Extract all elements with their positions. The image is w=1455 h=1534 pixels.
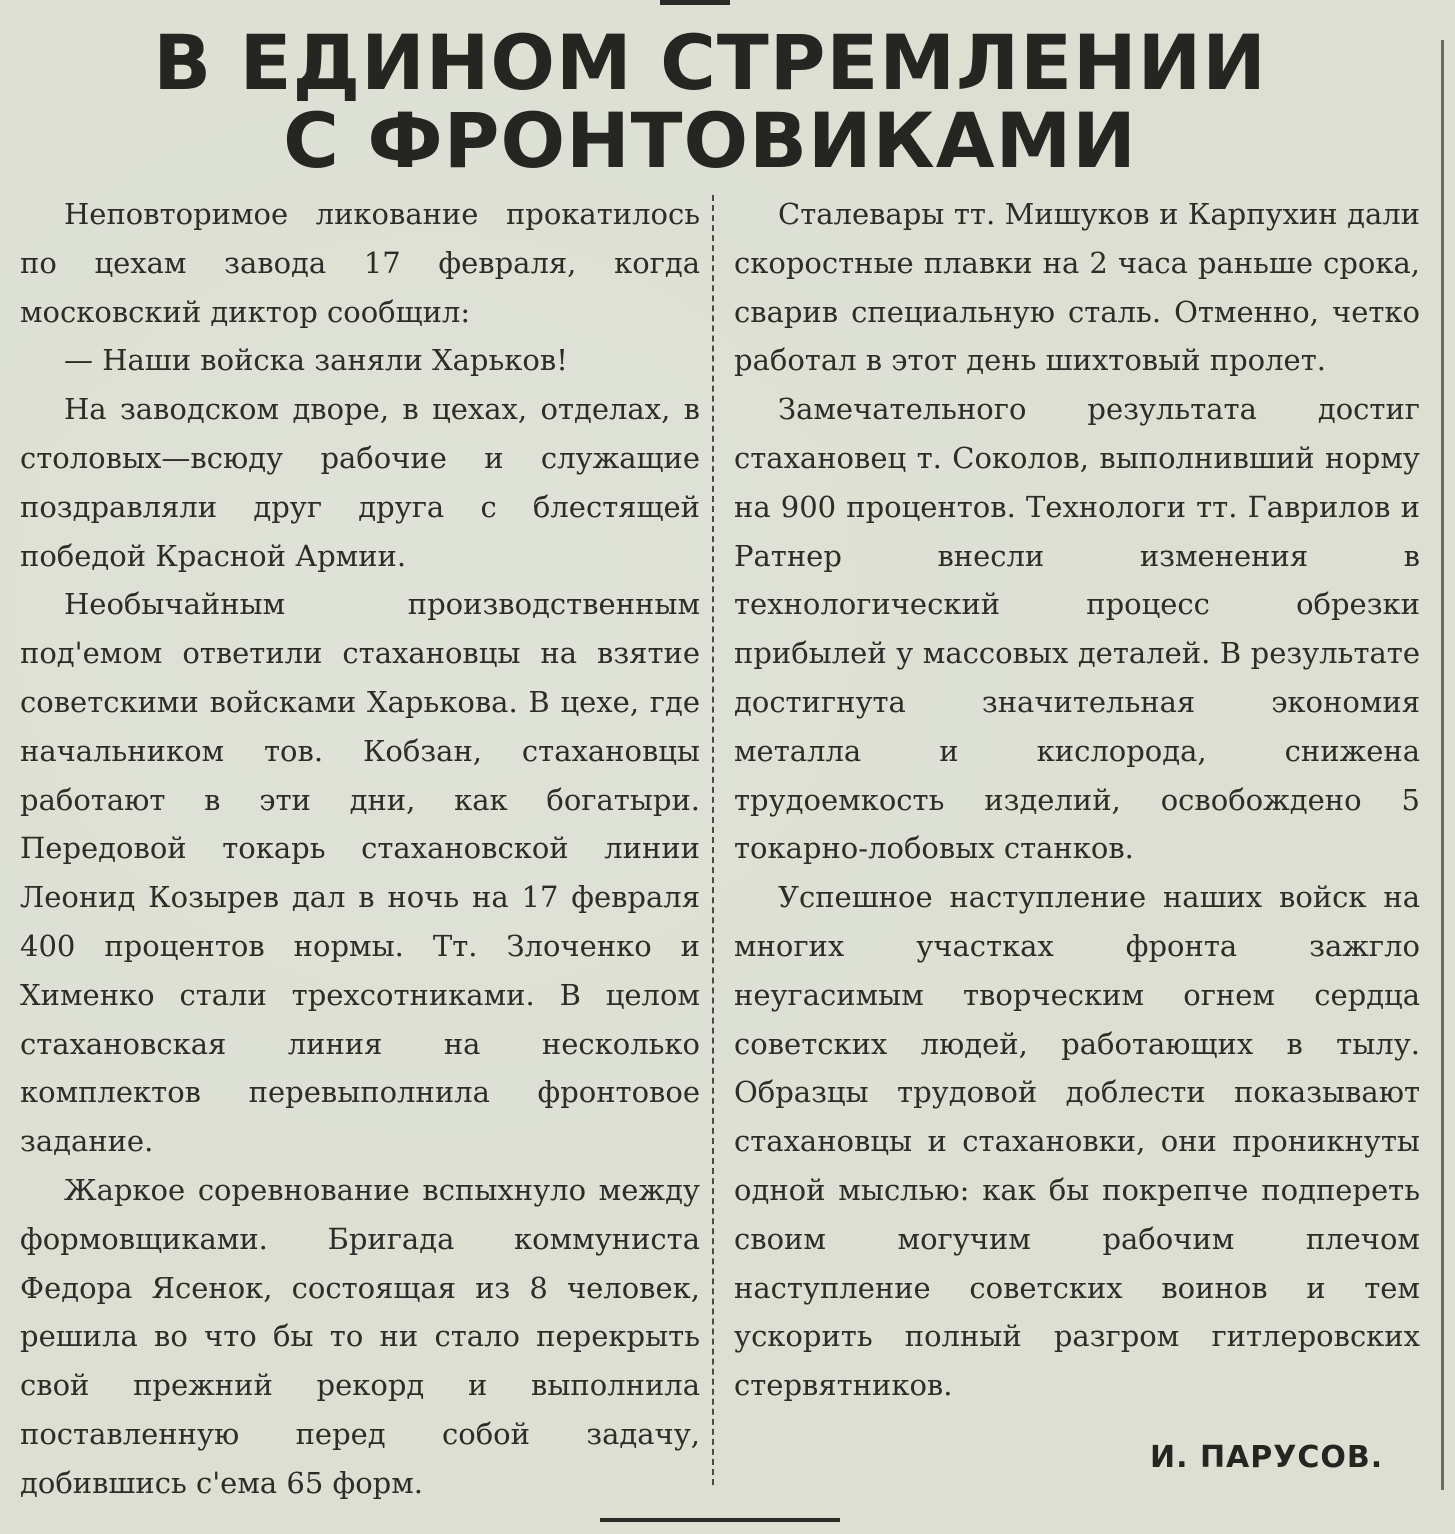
paragraph: На заводском дворе, в цехах, отделах, в столовых—всюду рабочие и служащие поздравляли друг друга с блестящей победой Красной Армии. — [20, 392, 700, 573]
paragraph: Сталевары тт. Мишуков и Карпухин дали скоростные плавки на 2 часа раньше срока, сварив специальную сталь. Отменно, четко работал в этот день шихтовый пролет. — [734, 197, 1420, 378]
headline-line-1: В ЕДИНОМ СТРЕМЛЕНИИ — [153, 18, 1267, 107]
paragraph: Неповторимое ликование прокатилось по цехам завода 17 февраля, когда московский диктор сообщил: — [20, 197, 700, 329]
column-divider — [712, 195, 714, 1485]
headline — [0, 18, 1420, 185]
paragraph: Замечательного результата достиг стахановец т. Соколов, выполнивший норму на 900 процентов. Технологи тт. Гаврилов и Ратнер внесли изменения в технологический процесс обрезки прибылей у массовых деталей. В результате достигнута значительная экономия металла и кислорода, снижена трудоемкость изделий, освобождено 5 токарно-лобовых станков. — [734, 392, 1420, 866]
paragraph: Жаркое соревнование вспыхнуло между формовщиками. Бригада коммуниста Федора Ясенок, состоящая из 8 человек, решила во что бы то ни стало перекрыть свой прежний рекорд и выполнила поставленную перед собой задачу, добившись с'ема 65 форм. — [20, 1172, 700, 1500]
author-signature: И. ПАРУСОВ. — [1150, 1440, 1384, 1475]
paragraph: Необычайным производственным под'емом ответили стахановцы на взятие советскими войсками Харькова. В цехе, где начальником тов. Кобзан, стахановцы работают в эти дни, как богатыри. Передовой токарь стахановской линии Леонид Козырев дал в ночь на 17 февраля 400 процентов нормы. Тт. Злоченко и Химeнко стали трехсотниками. В целом стахановская линия на несколько комплектов перевыполнила фронтовое задание. — [20, 587, 700, 1159]
bottom-rule — [600, 1518, 840, 1522]
paragraph: — Наши войска заняли Харьков! — [64, 343, 568, 378]
right-column — [734, 190, 1420, 1410]
headline-line-2: С ФРОНТОВИКАМИ — [283, 96, 1137, 185]
page-edge-rule — [1441, 40, 1444, 1490]
left-column — [20, 190, 700, 1508]
top-rule — [660, 0, 730, 5]
paragraph: Успешное наступление наших войск на многих участках фронта зажгло неугасимым творческим огнем сердца советских людей, работающих в тылу. Образцы трудовой доблести показывают стахановцы и стахановки, они проникнуты одной мыслью: как бы покрепче подпереть своим могучим рабочим плечом наступление советских воинов и тем ускорить полный разгром гитлеровских стервятников. — [734, 880, 1420, 1403]
